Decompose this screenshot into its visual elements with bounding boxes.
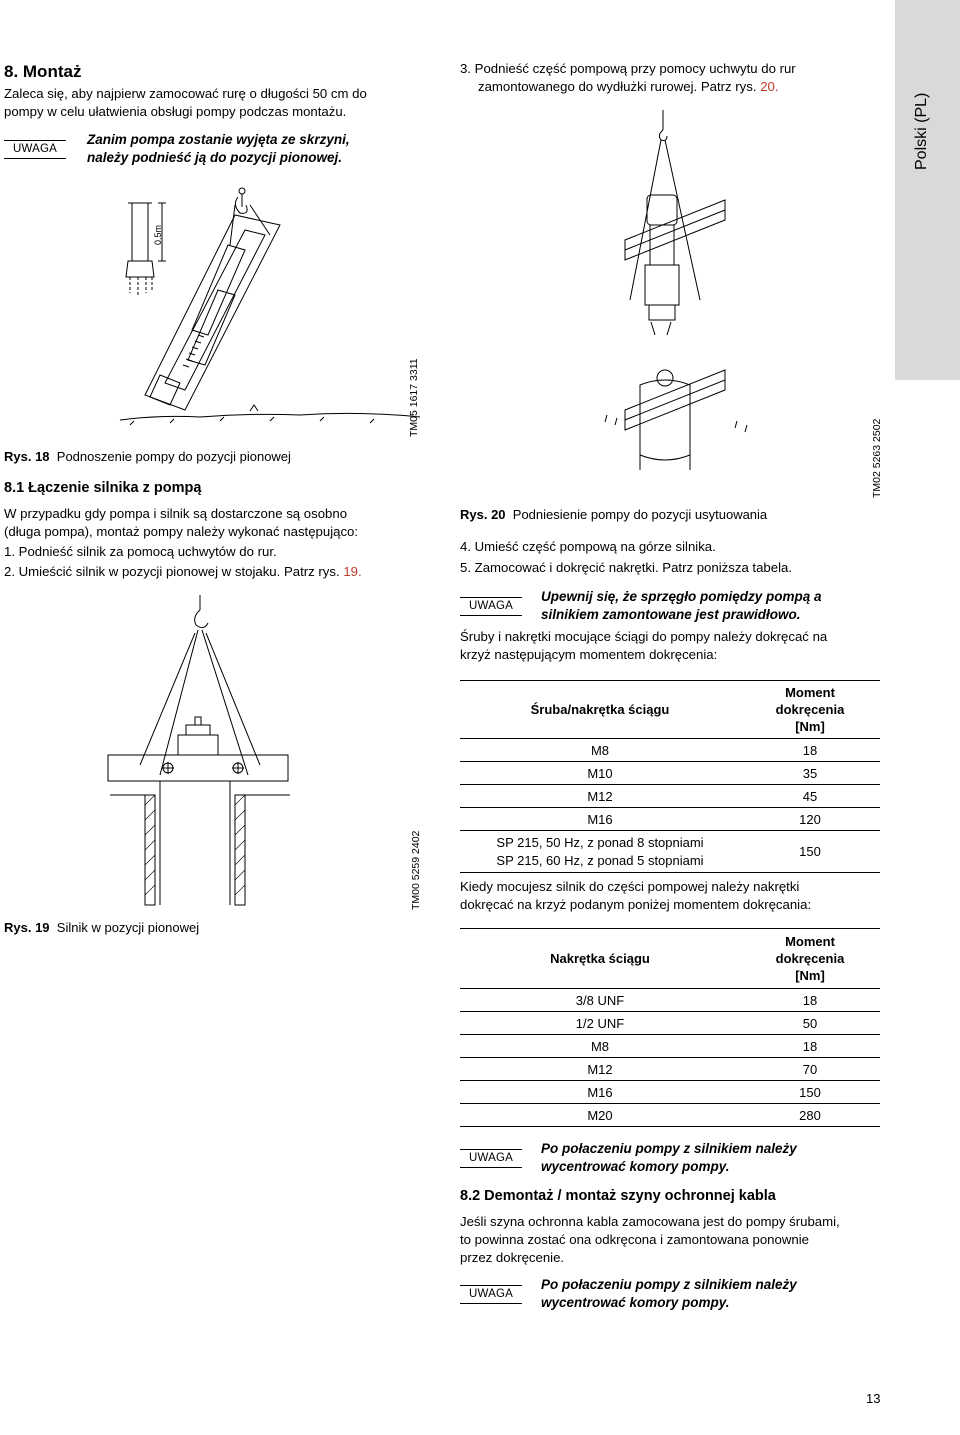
uwaga-badge-2: UWAGA bbox=[460, 597, 522, 616]
table-cell: 18 bbox=[740, 1035, 880, 1058]
figure-18-illustration bbox=[100, 185, 430, 455]
table-cell: M8 bbox=[460, 739, 740, 762]
table-1-col2-l3: [Nm] bbox=[795, 719, 825, 734]
section-8-1-title: 8.1 Łączenie silnika z pompą bbox=[4, 480, 202, 496]
torque-table-1 bbox=[460, 680, 880, 873]
figure-19-link[interactable]: 19. bbox=[343, 564, 362, 579]
table-header-row bbox=[460, 929, 880, 989]
table-2-col2 bbox=[740, 929, 880, 989]
torque-para-1b: krzyż następującym momentem dokręcenia: bbox=[460, 647, 718, 662]
torque-para-1a: Śruby i nakrętki mocujące ściągi do pompy należy dokręcać na bbox=[460, 629, 828, 644]
dimension-label: 0.5m bbox=[153, 224, 163, 245]
figure-20-illustration bbox=[585, 110, 845, 490]
figure-18-caption-prefix: Rys. 18 bbox=[4, 449, 50, 464]
figure-19-caption bbox=[4, 920, 199, 935]
figure-18-code: TM05 1617 3311 bbox=[408, 358, 420, 437]
table-2-col1: Nakrętka ściągu bbox=[460, 929, 740, 989]
section-8-1-step1: 1. Podnieść silnik za pomocą uchwytów do rur. bbox=[4, 544, 277, 559]
figure-19-code: TM00 5259 2402 bbox=[410, 830, 422, 910]
section-8-1-step2 bbox=[4, 563, 362, 581]
table-cell: M12 bbox=[460, 1058, 740, 1081]
step4: 4. Umieść część pompową na górze silnika. bbox=[460, 539, 716, 554]
table-row bbox=[460, 785, 880, 808]
warning-text-1b: należy podnieść ją do pozycji pionowej. bbox=[87, 150, 343, 165]
table-row bbox=[460, 1104, 880, 1127]
section-8-2-line2: to powinna zostać ona odkręcona i zamontowana ponownie bbox=[460, 1232, 809, 1247]
table-1-col2 bbox=[740, 681, 880, 739]
table-cell: 45 bbox=[740, 785, 880, 808]
table-cell: 280 bbox=[740, 1104, 880, 1127]
warning-text-4b: wycentrować komory pompy. bbox=[541, 1295, 730, 1310]
warning-text-3b: wycentrować komory pompy. bbox=[541, 1159, 730, 1174]
section-8-intro-1: Zaleca się, aby najpierw zamocować rurę o długości 50 cm do bbox=[4, 86, 367, 101]
uwaga-badge-4: UWAGA bbox=[460, 1285, 522, 1304]
table-cell: 120 bbox=[740, 808, 880, 831]
table-cell: 3/8 UNF bbox=[460, 989, 740, 1012]
section-8-title: 8. Montaż bbox=[4, 62, 82, 81]
figure-19-caption-text: Silnik w pozycji pionowej bbox=[56, 920, 200, 935]
figure-18-caption-text: Podnoszenie pompy do pozycji pionowej bbox=[56, 449, 291, 464]
figure-20-caption-prefix: Rys. 20 bbox=[460, 507, 506, 522]
table-cell bbox=[460, 831, 740, 873]
uwaga-badge: UWAGA bbox=[4, 140, 66, 159]
torque-table-2 bbox=[460, 928, 880, 1127]
figure-20-link[interactable]: 20. bbox=[760, 79, 779, 94]
figure-19-caption-prefix: Rys. 19 bbox=[4, 920, 50, 935]
table-header-row bbox=[460, 681, 880, 739]
figure-20-caption bbox=[460, 507, 767, 522]
torque-para-2a: Kiedy mocujesz silnik do części pompowej należy nakrętki bbox=[460, 879, 800, 894]
warning-text-2b: silnikiem zamontowane jest prawidłowo. bbox=[541, 607, 801, 622]
table-cell: M20 bbox=[460, 1104, 740, 1127]
section-8-2-line1: Jeśli szyna ochronna kabla zamocowana jest do pompy śrubami, bbox=[460, 1214, 840, 1229]
table-2-col2-l1: Moment bbox=[785, 934, 835, 949]
section-8-1-line1: W przypadku gdy pompa i silnik są dostarczone są osobno bbox=[4, 506, 348, 521]
warning-text-2a: Upewnij się, że sprzęgło pomiędzy pompą a bbox=[541, 589, 822, 604]
step3-line1: 3. Podnieść część pompową przy pomocy uchwytu do rur bbox=[460, 61, 796, 76]
table-row bbox=[460, 1058, 880, 1081]
table-1-last-a1: SP 215, 50 Hz, z ponad 8 stopniami bbox=[496, 834, 704, 850]
section-8-2-title: 8.2 Demontaż / montaż szyny ochronnej kabla bbox=[460, 1188, 776, 1204]
figure-20-code: TM02 5263 2502 bbox=[871, 418, 883, 498]
table-cell: 18 bbox=[740, 739, 880, 762]
table-row bbox=[460, 831, 880, 873]
step3-line2-text: zamontowanego do wydłużki rurowej. Patrz rys. bbox=[478, 79, 757, 94]
figure-18-caption bbox=[4, 449, 291, 464]
table-cell: 70 bbox=[740, 1058, 880, 1081]
section-8-2-line3: przez dokręcenie. bbox=[460, 1250, 565, 1265]
language-tab bbox=[895, 0, 960, 380]
uwaga-badge-3: UWAGA bbox=[460, 1149, 522, 1168]
page-number: 13 bbox=[866, 1391, 881, 1406]
table-row bbox=[460, 762, 880, 785]
section-8-1-line2: (długa pompa), montaż pompy należy wykonać następująco: bbox=[4, 524, 359, 539]
table-2-col2-l2: dokręcenia bbox=[775, 951, 845, 966]
step3-line2 bbox=[478, 78, 779, 96]
torque-para-2b: dokręcać na krzyż podanym poniżej momentem dokręcania: bbox=[460, 897, 812, 912]
figure-20-caption-text: Podniesienie pompy do pozycji usytuowania bbox=[512, 507, 768, 522]
table-cell: 150 bbox=[740, 1081, 880, 1104]
table-row bbox=[460, 989, 880, 1012]
table-cell: M16 bbox=[460, 808, 740, 831]
table-row bbox=[460, 1081, 880, 1104]
table-1-col1: Śruba/nakrętka ściągu bbox=[460, 681, 740, 739]
table-2-col2-l3: [Nm] bbox=[795, 968, 825, 983]
table-1-col2-l1: Moment bbox=[785, 685, 835, 700]
language-tab-label: Polski (PL) bbox=[913, 92, 930, 170]
table-cell: M12 bbox=[460, 785, 740, 808]
table-row bbox=[460, 808, 880, 831]
table-row bbox=[460, 1012, 880, 1035]
table-1-last-a2: SP 215, 60 Hz, z ponad 5 stopniami bbox=[496, 852, 704, 868]
step2-text: 2. Umieścić silnik w pozycji pionowej w stojaku. Patrz rys. bbox=[4, 564, 340, 579]
table-cell: M16 bbox=[460, 1081, 740, 1104]
table-cell: 35 bbox=[740, 762, 880, 785]
warning-text-4a: Po połaczeniu pompy z silnikiem należy bbox=[541, 1277, 797, 1292]
table-cell: M10 bbox=[460, 762, 740, 785]
warning-text-3a: Po połaczeniu pompy z silnikiem należy bbox=[541, 1141, 797, 1156]
table-cell: 150 bbox=[740, 831, 880, 873]
table-cell: 50 bbox=[740, 1012, 880, 1035]
table-cell: 1/2 UNF bbox=[460, 1012, 740, 1035]
table-cell: 18 bbox=[740, 989, 880, 1012]
table-1-col2-l2: dokręcenia bbox=[775, 702, 845, 717]
table-row bbox=[460, 739, 880, 762]
table-row bbox=[460, 1035, 880, 1058]
figure-19-illustration bbox=[100, 595, 400, 910]
step5: 5. Zamocować i dokręcić nakrętki. Patrz poniższa tabela. bbox=[460, 560, 793, 575]
warning-text-1a: Zanim pompa zostanie wyjęta ze skrzyni, bbox=[87, 132, 350, 147]
table-cell: M8 bbox=[460, 1035, 740, 1058]
section-8-intro-2: pompy w celu ułatwienia obsługi pompy podczas montażu. bbox=[4, 104, 347, 119]
